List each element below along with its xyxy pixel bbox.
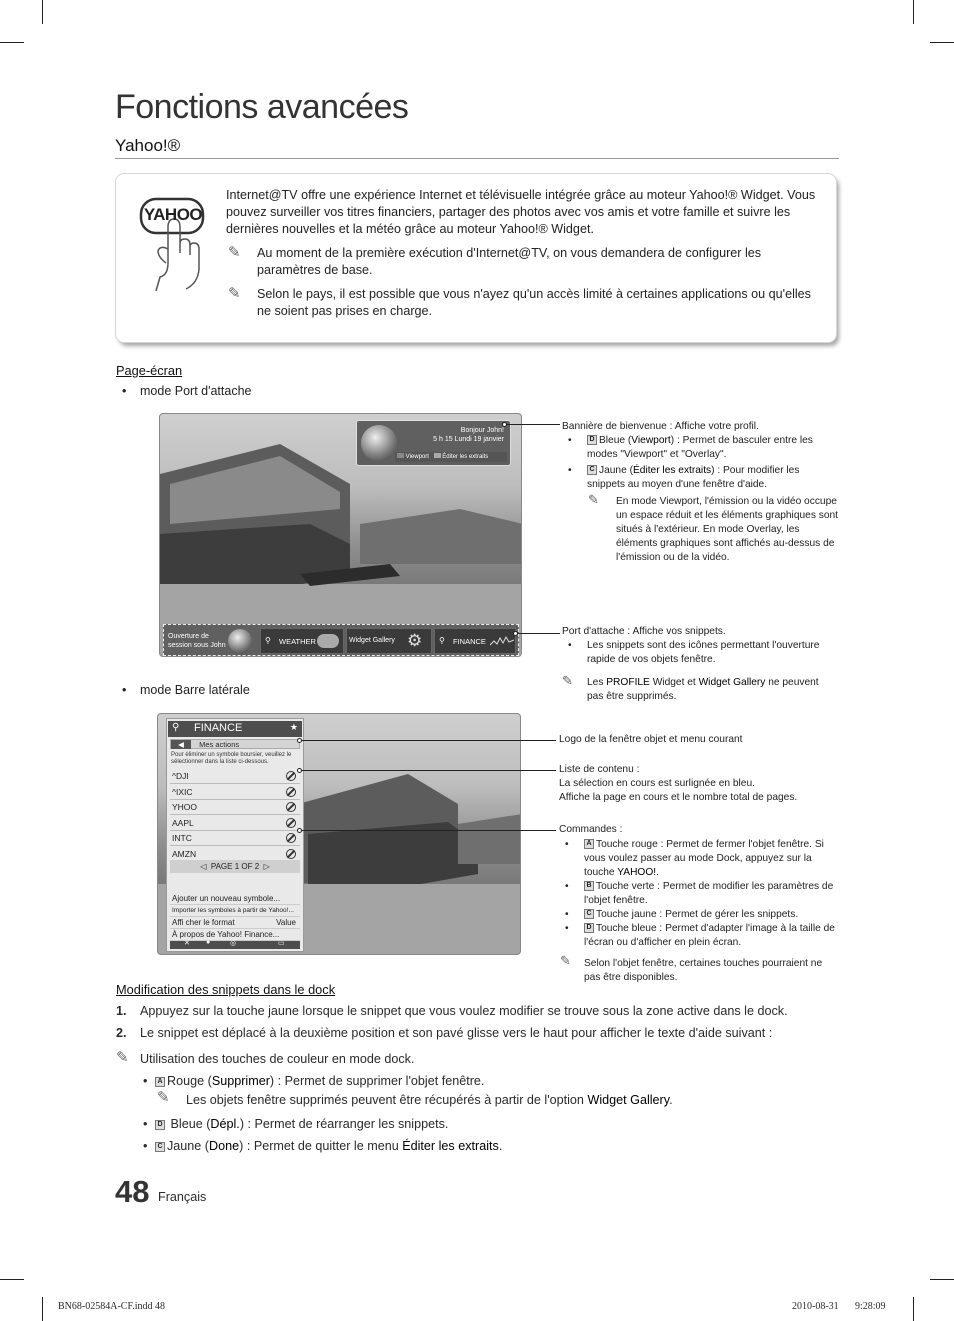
callout-dot [297,738,302,743]
yellow-key-icon: C [584,909,594,919]
footer-filename: BN68-02584A-CF.indd 48 [58,1301,165,1312]
crop-mark [0,1279,24,1280]
dock-note: Utilisation des touches de couleur en mode dock. [140,1052,415,1066]
crop-mark [913,1297,914,1321]
callout-line [300,770,556,771]
table-row[interactable] [170,816,300,831]
star-icon: ★ [289,722,298,732]
crop-mark [930,42,954,43]
bullet-dot: • [568,640,572,651]
subheading-dock-edit: Modification des snippets dans le dock [116,982,336,997]
crop-mark [930,1279,954,1280]
yahoo-logo: YAHOO [143,205,203,224]
dock-bar [163,624,519,656]
welcome-greeting: Bonjour John! [460,427,504,434]
table-row[interactable] [170,769,300,784]
callout-dot [297,768,302,773]
globe-icon [361,425,397,461]
callout-list-line2: Affiche la page en cours et le nombre total de pages. [559,792,798,803]
yahoo-y-icon: ⚲ [439,636,445,645]
callout-list-title: Liste de contenu : [559,764,640,775]
dock-snippet-finance[interactable] [434,628,516,654]
gear-icon: ⚙ [407,631,423,650]
step-number: 1. [116,1004,127,1018]
callout-line [528,830,556,831]
callout-cmd-yellow: C Touche jaune : Permet de gérer les snippets. [584,908,836,922]
callout-cmd-note: Selon l'objet fenêtre, certaines touches pourraient ne pas être disponibles. [584,958,823,983]
red-key-icon: A [155,1077,165,1087]
crop-mark [0,42,24,43]
callout-dot [297,828,302,833]
step-text: Appuyez sur la touche jaune lorsque le snippet que vous voulez modifier se trouve sous la zone active dans le dock. [140,1004,788,1018]
bullet-dot: • [143,1117,148,1131]
green-key-icon: B [584,881,594,891]
pager-label: PAGE 1 OF 2 [210,862,260,871]
pencil-note-icon: ✎ [562,673,573,688]
footer-language: Français [158,1190,207,1204]
callout-line [300,830,528,831]
step-number: 2. [116,1026,127,1040]
section-divider [115,158,839,159]
stock-symbol: AMZN [172,848,197,859]
stock-symbol: ^DJI [172,771,189,781]
blue-key-icon: D [155,1120,165,1130]
finance-hint: Pour éliminer un symbole boursier, veuillez le sélectionner dans la liste ci-dessous. [171,752,292,765]
finance-header [168,721,302,737]
blue-key-icon [397,453,404,458]
callout-commands-title: Commandes : [559,824,623,835]
yellow-key-icon [434,453,441,458]
command-bar [170,941,300,949]
pencil-note-icon: ✎ [560,953,571,968]
settings-icon[interactable]: ● [206,939,211,946]
edit-snippets-button[interactable]: Éditer les extraits [442,454,489,460]
viewport-button[interactable]: Viewport [405,454,429,460]
bullet-dot: • [565,839,569,850]
dock-weather-label: WEATHER [279,637,316,646]
bullet-dot: • [568,435,572,446]
dock-red-key: A Rouge (Supprimer) : Permet de supprimer l'objet fenêtre. [155,1074,484,1088]
table-row[interactable] [170,785,300,800]
dock-snippet-profile[interactable] [166,628,256,654]
my-actions-tab[interactable]: ◀ Mes actions [170,739,300,749]
callout-dock-note: Les PROFILE Widget et Widget Gallery ne peuvent pas être supprimés. [587,677,819,702]
blue-key-icon: D [584,923,594,933]
callout-dock-bullet: Les snippets sont des icônes permettant l'ouverture rapide de vos objets fenêtre. [587,640,820,665]
finance-title: FINANCE [194,722,243,734]
callout-logo: Logo de la fenêtre objet et menu courant [559,734,743,745]
pencil-note-icon: ✎ [228,244,241,261]
bullet-dot: • [565,923,569,934]
remove-symbol-icon[interactable] [286,802,296,812]
mode-label: mode Port d'attache [140,384,252,398]
pencil-note-icon: ✎ [228,285,241,302]
red-key-icon: A [584,839,594,849]
prev-page-icon[interactable]: ◁ [200,862,207,871]
dock-gallery-label: Widget Gallery [349,637,395,644]
pencil-note-icon: ✎ [157,1089,170,1106]
stock-graph-icon [490,635,514,649]
dock-red-note: Les objets fenêtre supprimés peuvent être récupérés à partir de l'option Widget Gallery. [186,1093,673,1107]
blue-key-icon: D [587,435,597,445]
banner-buttons [395,452,507,462]
callout-cmd-red: A Touche rouge : Permet de fermer l'objet fenêtre. Si vous voulez passer au mode Dock, appuyez sur la touche YAHOO!. [584,839,824,878]
close-icon[interactable]: ✕ [184,940,190,947]
bullet-dot: • [565,881,569,892]
remove-symbol-icon[interactable] [286,833,296,843]
mode-label: mode Barre latérale [140,683,250,697]
footer-time: 9:28:09 [855,1301,886,1312]
pencil-note-icon: ✎ [588,492,599,507]
pager[interactable] [170,860,300,873]
menu-about[interactable]: À propos de Yahoo! Finance... [170,929,300,941]
snippets-icon[interactable]: ◎ [230,940,237,947]
remove-symbol-icon[interactable] [286,818,296,828]
bullet-dot: • [143,1139,148,1153]
fullscreen-icon[interactable]: ▭ [278,940,285,947]
crop-mark [913,0,914,24]
callout-line [516,633,560,634]
callout-dot [502,422,507,427]
next-page-icon[interactable]: ▷ [263,862,270,871]
yahoo-y-icon: ⚲ [172,722,180,733]
step-text: Le snippet est déplacé à la deuxième position et son pavé glisse vers le haut pour afficher le texte d'aide suivant : [140,1026,773,1040]
callout-list-line1: La sélection en cours est surlignée en bleu. [559,778,755,789]
crop-mark [42,0,43,24]
callout-banner-title: Bannière de bienvenue : Affiche votre profil. [562,421,759,432]
remove-symbol-icon[interactable] [286,787,296,797]
bullet-dot: • [565,909,569,920]
table-row[interactable] [170,831,300,846]
stock-symbol: ^IXIC [172,786,193,797]
callout-banner-blue: D Bleue (Viewport) : Permet de basculer entre les modes "Viewport" et "Overlay". [587,435,813,460]
dock-snippet-weather[interactable] [260,628,344,654]
dock-finance-label: FINANCE [453,637,486,646]
yahoo-y-icon: ⚲ [265,636,271,645]
menu-add-symbol[interactable]: Ajouter un nouveau symbole... [170,893,300,905]
section-title: Yahoo!® [115,136,181,155]
remove-symbol-icon[interactable] [286,771,296,781]
intro-note: Au moment de la première exécution d'Internet@TV, on vous demandera de configurer les paramètres de base. [257,246,762,277]
footer-date: 2010-08-31 [792,1301,839,1312]
menu-display-format[interactable]: Affi cher le format Value [170,917,300,929]
dock-login-label: Ouverture de session sous John [168,633,226,649]
welcome-datetime: 5 h 15 Lundi 19 janvier [433,436,504,443]
callout-cmd-blue: D Touche bleue : Permet d'adapter l'image à la taille de l'écran ou d'afficher en plein écran. [584,923,835,948]
dock-yellow-key: C Jaune (Done) : Permet de quitter le menu Éditer les extraits. [155,1139,502,1153]
stock-symbol: INTC [172,833,192,843]
dock-snippet-gallery[interactable] [346,628,432,654]
callout-dot [513,631,518,636]
subheading-page-ecran: Page-écran [116,363,183,378]
page-number: 48 [115,1174,150,1209]
page-title: Fonctions avancées [115,88,409,126]
remove-symbol-icon[interactable] [286,849,296,859]
callout-line [300,740,556,741]
cloud-icon [317,634,339,648]
intro-note: Selon le pays, il est possible que vous n'ayez qu'un accès limité à certaines applications ou qu'elles ne soient pas prises en charge. [257,287,811,318]
menu-import-symbols[interactable]: Importer les symboles à partir de Yahoo!... [170,905,300,917]
dock-blue-key: D Bleue (Dépl.) : Permet de réarranger les snippets. [155,1117,448,1131]
callout-banner-note: En mode Viewport, l'émission ou la vidéo occupe un espace réduit et les éléments graphiques sont situés à l'extérieur. En mode Overlay, les éléments graphiques sont affichés au-dessus de l'émission ou de la vidéo. [616,496,839,563]
yellow-key-icon: C [587,465,597,475]
callout-cmd-green: B Touche verte : Permet de modifier les paramètres de l'objet fenêtre. [584,881,834,906]
callout-dock-title: Port d'attache : Affiche vos snippets. [562,626,726,637]
globe-icon [228,629,252,653]
intro-paragraph: Internet@TV offre une expérience Internet et télévisuelle intégrée grâce au moteur Yahoo!® Widget. Vous pouvez surveiller vos titres financiers, partager des photos avec vos amis et votre famille et suivre les dernières nouvelles et la météo grâce au moteur Yahoo!® Widget. [226,188,816,236]
callout-banner-yellow: C Jaune (Éditer les extraits) : Pour modifier les snippets au moyen d'une fenêtre d'aide. [587,465,800,490]
stock-symbol: YHOO [172,802,198,812]
pencil-note-icon: ✎ [116,1049,129,1066]
bullet-dot: • [122,384,127,398]
bullet-dot: • [122,683,127,697]
left-arrow-icon: ◀ [171,740,191,749]
stock-symbol: AAPL [172,817,194,828]
crop-mark [42,1297,43,1321]
bullet-dot: • [568,465,572,476]
callout-line [505,424,560,425]
bullet-dot: • [143,1074,148,1088]
yellow-key-icon: C [155,1142,165,1152]
welcome-banner [356,420,511,466]
tv-screen-dock-mode [159,413,522,657]
table-row[interactable] [170,800,300,815]
